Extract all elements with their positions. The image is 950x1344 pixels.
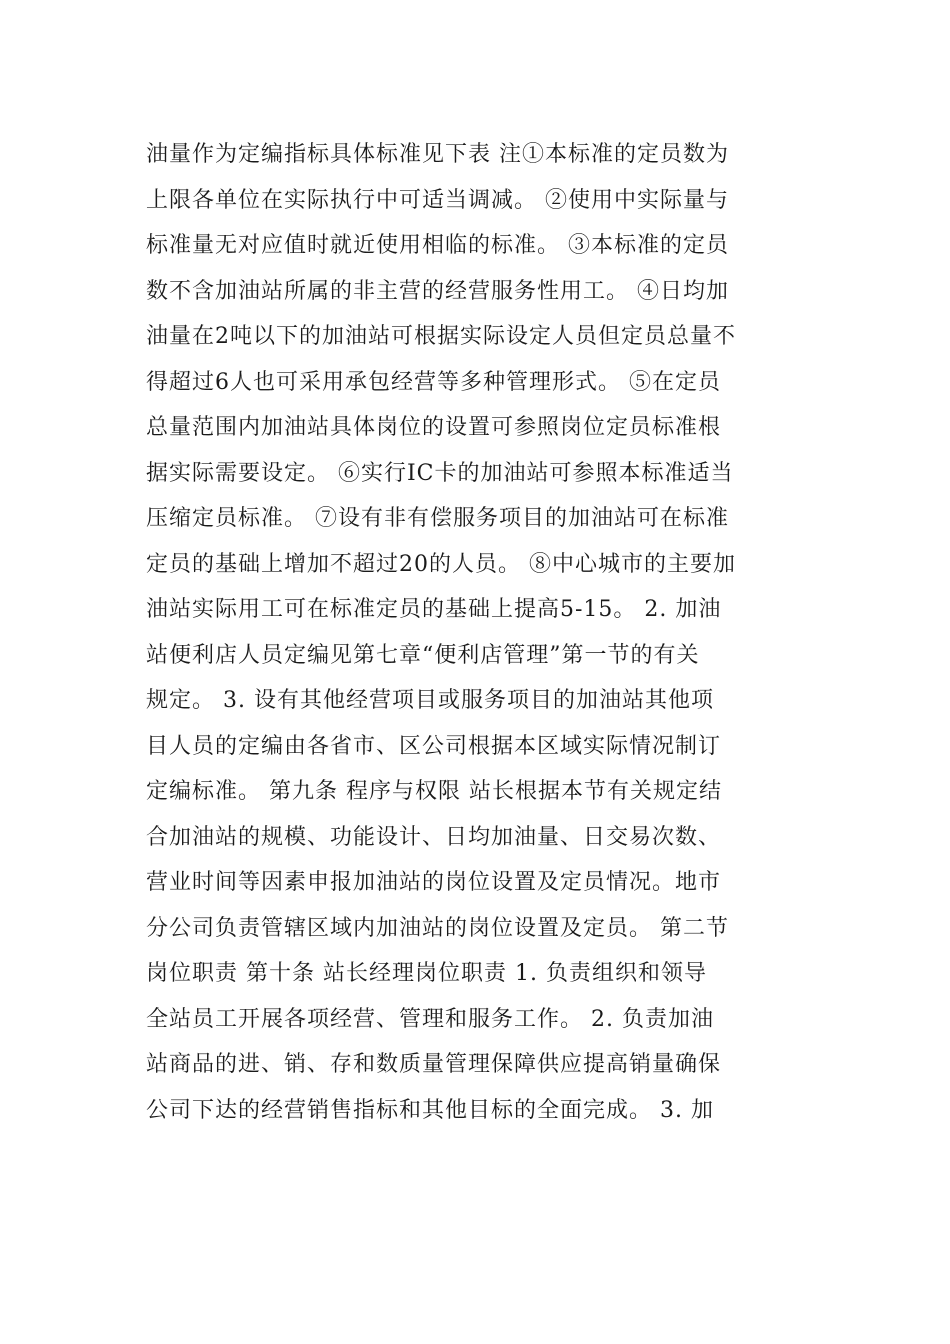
text-line: 油量作为定编指标具体标准见下表 注①本标准的定员数为	[146, 142, 729, 167]
text-line: 数不含加油站所属的非主营的经营服务性用工。 ④日均加	[146, 278, 729, 304]
text-line: 岗位职责 第十条 站长经理岗位职责 1. 负责组织和领导	[146, 961, 707, 986]
text-line: 油站实际用工可在标准定员的基础上提高5-15。 2. 加油	[146, 597, 722, 622]
body-text	[146, 132, 826, 1133]
text-line: 合加油站的规模、功能设计、日均加油量、日交易次数、	[146, 824, 722, 850]
text-line: 规定。 3. 设有其他经营项目或服务项目的加油站其他项	[146, 688, 714, 713]
text-line: 标准量无对应值时就近使用相临的标准。 ③本标准的定员	[146, 233, 729, 258]
text-line: 据实际需要设定。 ⑥实行IC卡的加油站可参照本标准适当	[146, 460, 734, 486]
text-line: 分公司负责管辖区域内加油站的岗位设置及定员。 第二节	[146, 915, 729, 941]
text-line: 目人员的定编由各省市、区公司根据本区域实际情况制订	[146, 733, 722, 759]
text-line: 站便利店人员定编见第七章“便利店管理”第一节的有关	[146, 642, 700, 668]
text-line: 油量在2吨以下的加油站可根据实际设定人员但定员总量不	[146, 324, 736, 349]
text-line: 全站员工开展各项经营、管理和服务工作。 2. 负责加油	[146, 1006, 714, 1032]
text-line: 定员的基础上增加不超过20的人员。 ⑧中心城市的主要加	[146, 551, 736, 577]
text-line: 定编标准。 第九条 程序与权限 站长根据本节有关规定结	[146, 779, 722, 804]
text-line: 公司下达的经营销售指标和其他目标的全面完成。 3. 加	[146, 1097, 714, 1123]
text-line: 上限各单位在实际执行中可适当调减。 ②使用中实际量与	[146, 187, 729, 213]
text-line: 营业时间等因素申报加油站的岗位设置及定员情况。地市	[146, 870, 722, 895]
text-line: 得超过6人也可采用承包经营等多种管理形式。 ⑤在定员	[146, 369, 721, 395]
text-line: 总量范围内加油站具体岗位的设置可参照岗位定员标准根	[146, 415, 722, 440]
text-line: 站商品的进、销、存和数质量管理保障供应提高销量确保	[146, 1052, 722, 1077]
text-line: 压缩定员标准。 ⑦设有非有偿服务项目的加油站可在标准	[146, 506, 729, 531]
